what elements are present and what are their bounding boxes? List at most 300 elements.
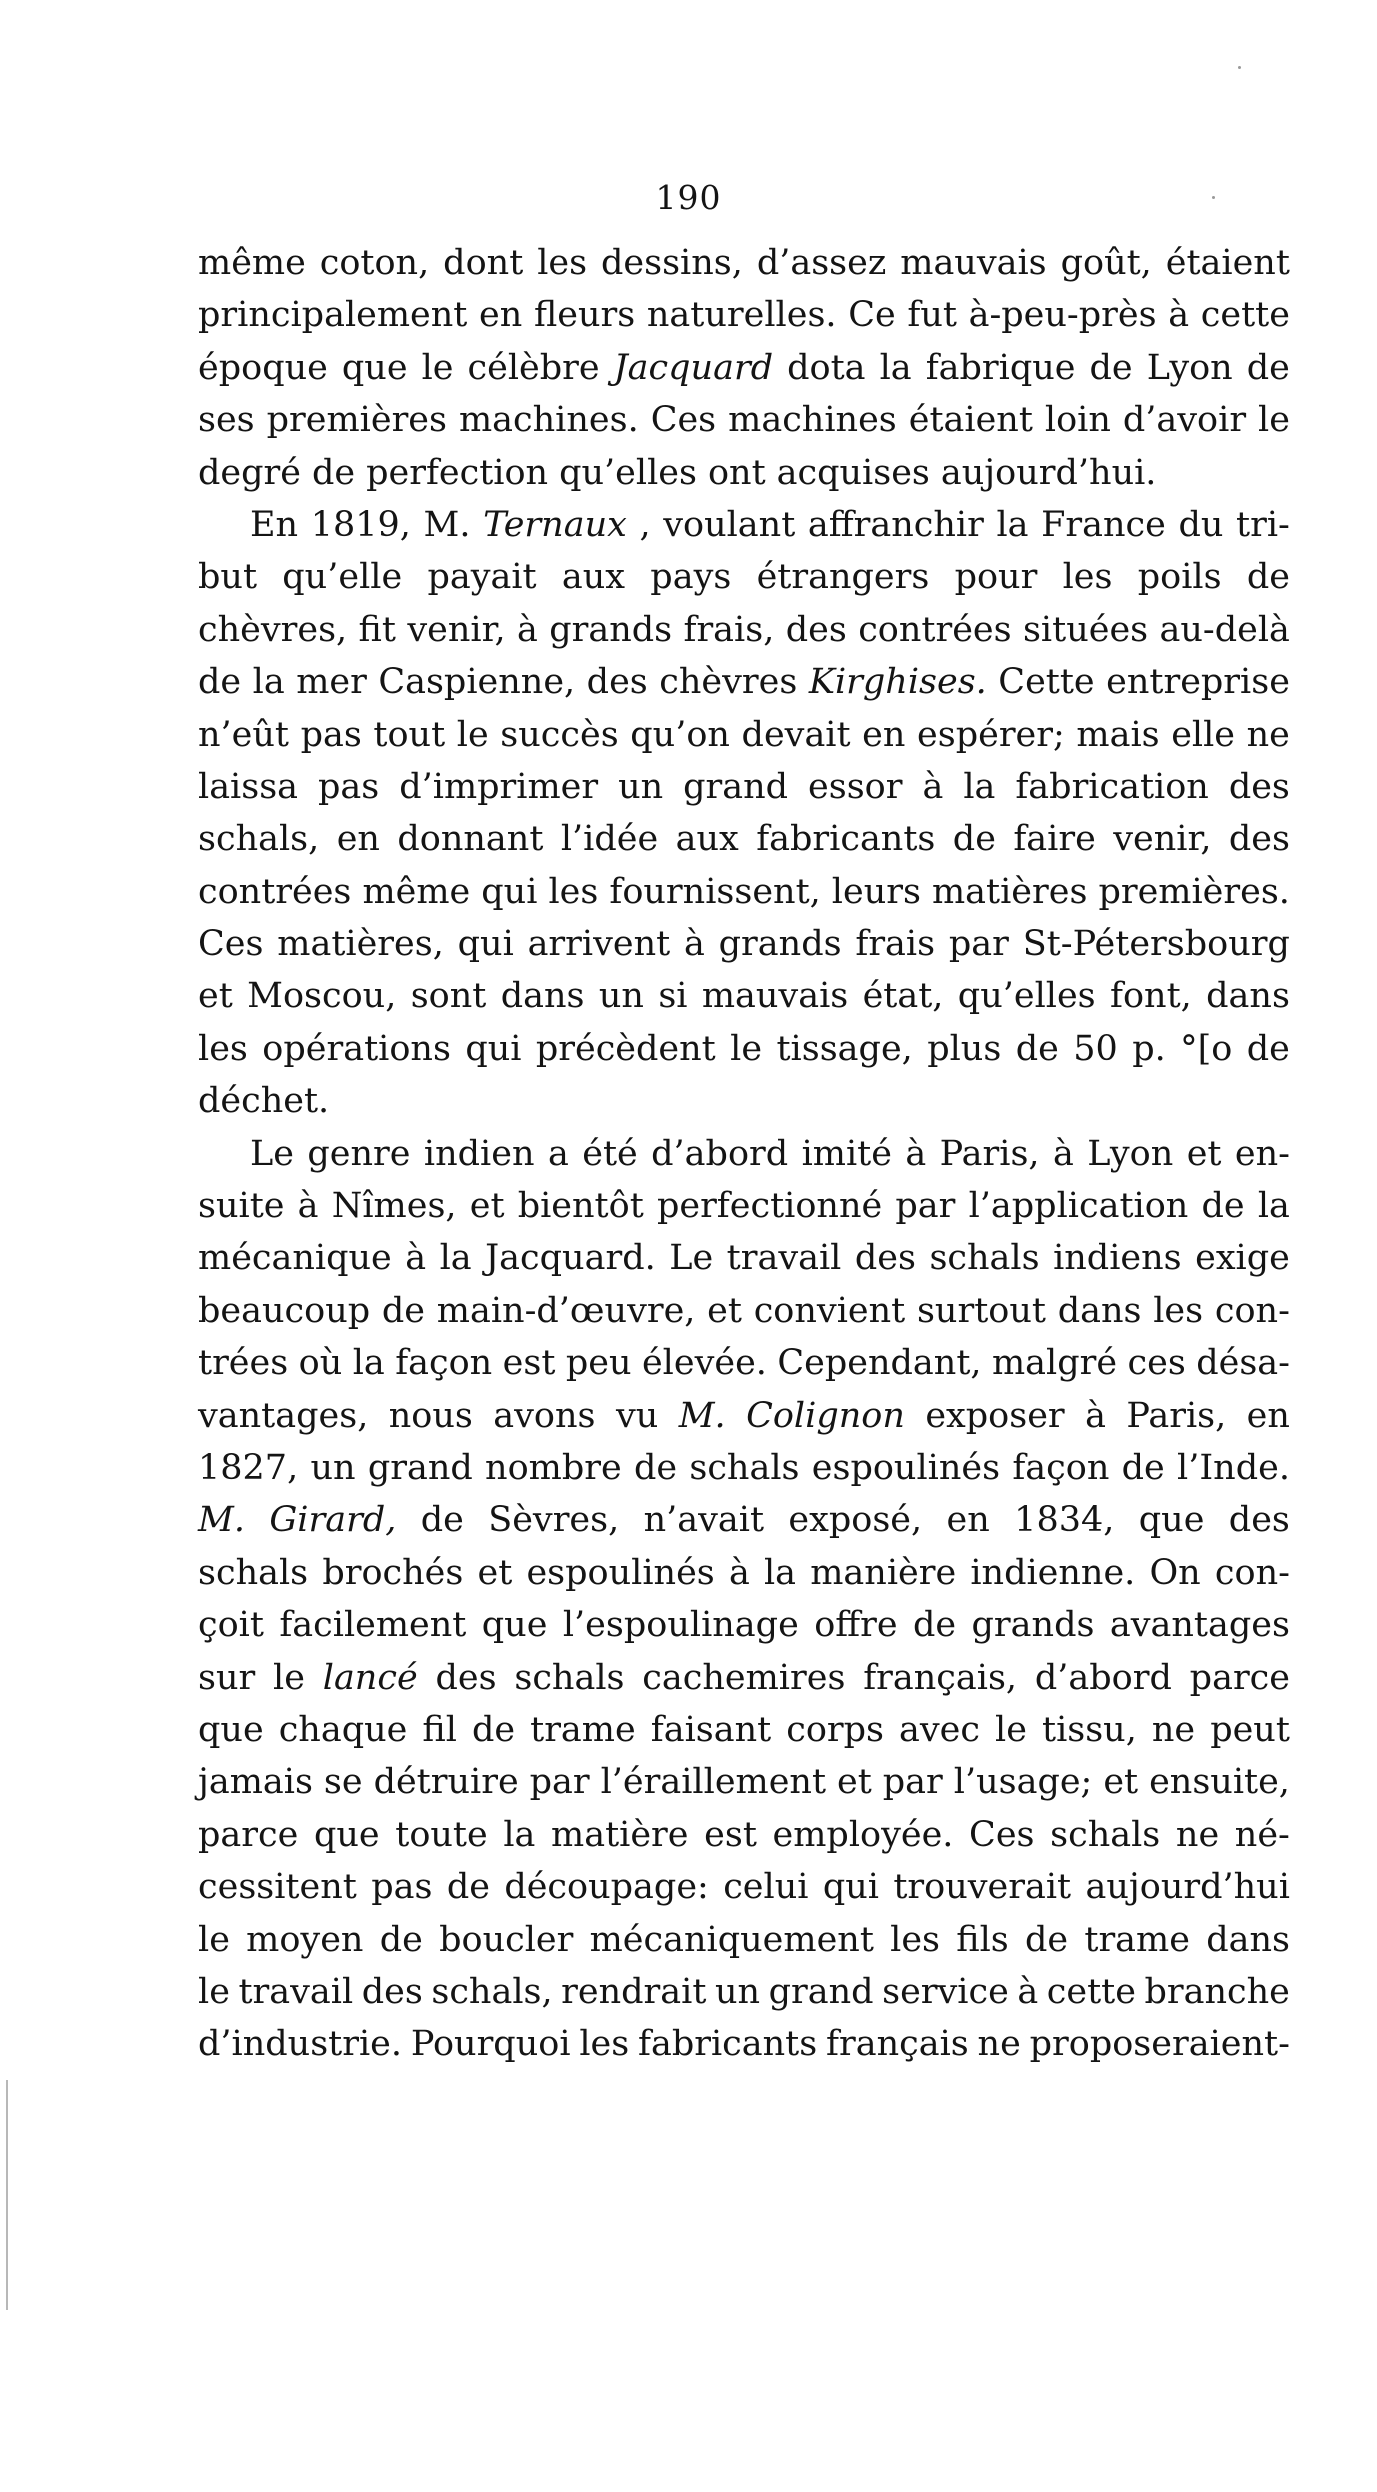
word: , — [639, 504, 651, 545]
text-line — [198, 1809, 1290, 1861]
text-line — [198, 1599, 1290, 1651]
text-line — [198, 709, 1290, 761]
word: schals, — [431, 1971, 553, 2012]
word: faisant — [650, 1709, 772, 1750]
word: trées — [198, 1343, 289, 1384]
text-line — [198, 656, 1290, 708]
word: °[o — [1180, 1028, 1233, 1069]
word: pas — [300, 714, 362, 755]
word: de — [1089, 347, 1133, 388]
body-text — [198, 237, 1290, 2071]
word: où — [298, 1343, 343, 1384]
word: peu — [565, 1343, 632, 1384]
word: boucler — [439, 1919, 574, 1960]
word: vu — [615, 1395, 659, 1436]
word: le — [198, 1919, 230, 1960]
word: Cependant, — [777, 1343, 982, 1384]
word: des — [1228, 819, 1290, 860]
word: dans — [1206, 976, 1290, 1017]
word: d’industrie. — [198, 2024, 403, 2065]
word: venir, — [407, 609, 506, 650]
word: la — [252, 662, 285, 703]
word: opérations — [262, 1028, 451, 1069]
word: voulant — [663, 504, 796, 545]
word: de — [1201, 1186, 1245, 1227]
word: le — [456, 714, 489, 755]
page-number: 190 — [655, 178, 722, 217]
word: facilement — [279, 1605, 467, 1646]
word: 1819, — [310, 504, 411, 545]
word: trame — [1084, 1919, 1190, 1960]
word: par — [529, 1762, 590, 1803]
word: des — [361, 1971, 423, 2012]
word: état, — [862, 976, 944, 1017]
word: vantages, — [198, 1395, 369, 1436]
word: de — [1246, 347, 1290, 388]
word: Sèvres, — [488, 1500, 620, 1541]
word: et — [469, 1186, 505, 1227]
word: Ces — [198, 924, 264, 965]
word: de — [198, 662, 242, 703]
text-line — [198, 1652, 1290, 1704]
word: façon — [1012, 1447, 1110, 1488]
word: étaient — [908, 400, 1033, 441]
word: 50 — [1073, 1028, 1118, 1069]
word: avantages — [1109, 1605, 1290, 1646]
word: fit — [358, 609, 396, 650]
word: en — [479, 295, 523, 336]
word: peut — [1210, 1709, 1290, 1750]
word: donnant — [397, 819, 544, 860]
word: le — [1258, 400, 1290, 441]
word: et — [707, 1290, 742, 1331]
word: l’idée — [560, 819, 659, 860]
word: des — [854, 1238, 916, 1279]
word: l’Inde. — [1177, 1447, 1290, 1488]
word: ne — [977, 2024, 1021, 2065]
word: imité — [801, 1133, 892, 1174]
word: à — [297, 1186, 319, 1227]
word: con- — [1214, 1290, 1290, 1331]
word: frais, — [683, 609, 775, 650]
word: grands — [718, 924, 842, 965]
word: découpage: — [504, 1867, 709, 1908]
scan-speck — [1238, 66, 1241, 69]
word: les — [890, 1919, 941, 1960]
word: est — [704, 1814, 757, 1855]
word: rendrait — [561, 1971, 707, 2012]
word: Nîmes, — [331, 1186, 457, 1227]
word: et — [477, 1552, 513, 1593]
word: façon — [395, 1343, 493, 1384]
word: goût, — [1060, 243, 1152, 283]
word: à — [728, 1552, 750, 1593]
word: travail — [238, 1971, 354, 2012]
word: pas — [371, 1867, 433, 1908]
word: que — [1138, 1500, 1205, 1541]
word: essor — [808, 766, 903, 807]
paragraph-first-line — [198, 499, 1290, 551]
word: succès — [500, 714, 619, 755]
word: tout — [373, 714, 446, 755]
word: à-peu-près — [968, 295, 1157, 336]
word: p. — [1132, 1028, 1166, 1069]
word: en — [336, 819, 380, 860]
word: la — [352, 1343, 385, 1384]
italic-word: M. — [198, 1500, 245, 1541]
word: d’abord — [651, 1133, 789, 1174]
word: qu’on — [630, 714, 730, 755]
word: fils — [956, 1919, 1009, 1960]
word: indiens — [1053, 1238, 1182, 1279]
word: et — [837, 1762, 872, 1803]
word: çoit — [198, 1605, 264, 1646]
word: la — [503, 1814, 536, 1855]
word: loin — [1044, 400, 1111, 441]
text-line — [198, 1756, 1290, 1808]
word: à — [516, 609, 538, 650]
word: Ces — [969, 1814, 1035, 1855]
word: sur — [198, 1657, 256, 1698]
word: de — [420, 1500, 464, 1541]
word: et — [1103, 1762, 1139, 1803]
word: les — [198, 1028, 248, 1069]
word: pays — [650, 557, 732, 598]
word: genre — [307, 1133, 411, 1174]
word: en — [862, 714, 906, 755]
word: principalement — [198, 295, 468, 336]
word: premières — [266, 400, 447, 441]
word: arrivent — [527, 924, 671, 965]
word: dans — [500, 976, 585, 1017]
word: étrangers — [756, 557, 930, 598]
word: espérer; — [917, 714, 1065, 755]
word: à — [1085, 1395, 1106, 1436]
word: espoulinés — [811, 1447, 1001, 1488]
word: machines. — [458, 400, 639, 441]
word: l’éraillement — [600, 1762, 827, 1803]
word: qu’elles — [559, 452, 697, 493]
word: cette — [1200, 295, 1290, 336]
word: dessins, — [601, 243, 743, 283]
word: ensuite, — [1149, 1762, 1290, 1803]
italic-word: Girard, — [269, 1500, 397, 1541]
word: que — [198, 1709, 264, 1750]
word: laissa — [198, 766, 299, 807]
word: convient — [753, 1290, 906, 1331]
word: proposeraient- — [1029, 2024, 1290, 2065]
word: En — [250, 504, 299, 545]
word: manière — [810, 1552, 957, 1593]
word: ne — [1175, 1814, 1220, 1855]
text-line — [198, 1704, 1290, 1756]
word: les — [548, 871, 599, 912]
word: jamais — [198, 1762, 313, 1803]
word: leurs — [831, 871, 921, 912]
paragraph-first-line — [198, 1128, 1290, 1180]
word: Paris, — [1126, 1395, 1227, 1436]
word: les — [1153, 1290, 1204, 1331]
word: schals — [929, 1238, 1040, 1279]
word: bientôt — [517, 1186, 644, 1227]
word: né- — [1234, 1814, 1290, 1855]
word: chaque — [278, 1709, 408, 1750]
word: indienne. — [970, 1552, 1136, 1593]
italic-word: Jacquard — [613, 347, 774, 388]
word: elle — [1171, 714, 1236, 755]
word: 1834, — [1014, 1500, 1115, 1541]
word: cachemires — [642, 1657, 846, 1698]
word: ces — [1127, 1343, 1186, 1384]
word: exposer — [925, 1395, 1065, 1436]
word: de — [1246, 1028, 1290, 1069]
word: schals — [198, 1552, 309, 1593]
word: sont — [410, 976, 487, 1017]
word: Pourquoi — [410, 2024, 571, 2065]
word: perfection — [366, 452, 549, 493]
word: font, — [1110, 976, 1192, 1017]
word: perfectionné — [656, 1186, 883, 1227]
word: fabrication — [1015, 766, 1209, 807]
word: cessitent — [198, 1867, 357, 1908]
word: Ce — [848, 295, 896, 336]
word: grand — [367, 1447, 473, 1488]
text-line — [198, 918, 1290, 970]
word: avec — [899, 1709, 981, 1750]
word: dans — [1057, 1290, 1142, 1331]
word: un — [598, 976, 644, 1017]
word: déchet. — [198, 1081, 330, 1122]
word: Caspienne, — [378, 662, 576, 703]
word: en- — [1234, 1133, 1290, 1174]
word: Le — [669, 1238, 714, 1279]
word: dont — [443, 243, 524, 283]
word: de — [381, 1290, 426, 1331]
word: du — [1178, 504, 1224, 545]
word: de — [1246, 557, 1290, 598]
word: grand — [683, 766, 789, 807]
word: ses — [198, 400, 255, 441]
word: de — [913, 1605, 957, 1646]
word: de — [633, 1447, 678, 1488]
word: ont — [707, 452, 766, 493]
word: le — [421, 347, 454, 388]
word: travail — [726, 1238, 842, 1279]
italic-word: Kirghises. — [808, 662, 987, 703]
word: à — [1017, 1971, 1039, 2012]
word: celui — [723, 1867, 809, 1908]
word: avons — [493, 1395, 596, 1436]
word: Paris, — [939, 1133, 1040, 1174]
word: d’imprimer — [399, 766, 599, 807]
word: les — [579, 2024, 630, 2065]
word: affranchir — [807, 504, 984, 545]
word: cette — [1046, 1971, 1136, 2012]
word: d’abord — [1034, 1657, 1172, 1698]
word: matière — [551, 1814, 689, 1855]
word: célèbre — [467, 347, 600, 388]
word: les — [1062, 557, 1113, 598]
word: tissu, — [1042, 1709, 1137, 1750]
word: qui — [481, 871, 538, 912]
word: premières. — [1098, 871, 1290, 912]
word: désa- — [1196, 1343, 1290, 1384]
word: schals — [514, 1657, 625, 1698]
word: fabrique — [925, 347, 1076, 388]
word: qu’elle — [282, 557, 403, 598]
word: branche — [1144, 1971, 1290, 2012]
word: ne — [1246, 714, 1290, 755]
word: des — [1228, 766, 1290, 807]
word: se — [323, 1762, 363, 1803]
text-line — [198, 604, 1290, 656]
word: un — [618, 766, 664, 807]
word: des — [1228, 1500, 1290, 1541]
word: chèvres — [659, 662, 798, 703]
word: dans — [1206, 1919, 1290, 1960]
word: dota — [787, 347, 866, 388]
word: l’usage; — [953, 1762, 1093, 1803]
word: pour — [954, 557, 1038, 598]
word: mauvais — [701, 976, 849, 1017]
word: schals — [1050, 1814, 1161, 1855]
word: la — [439, 1238, 472, 1279]
text-line — [198, 761, 1290, 813]
word: qui — [822, 1867, 879, 1908]
word: qui — [457, 924, 514, 965]
word: chèvres, — [198, 609, 348, 650]
word: trouverait — [893, 1867, 1072, 1908]
word: employée. — [772, 1814, 954, 1855]
word: Ces — [650, 400, 717, 441]
text-line — [198, 1390, 1290, 1442]
word: à — [405, 1238, 427, 1279]
word: situées — [1022, 609, 1149, 650]
scan-edge-mark — [6, 2080, 8, 2310]
word: n’eût — [198, 714, 289, 755]
word: à — [1052, 1133, 1074, 1174]
word: matières, — [277, 924, 444, 965]
word: précèdent — [535, 1028, 716, 1069]
word: à — [922, 766, 944, 807]
word: naturelles. — [646, 295, 837, 336]
word: étaient — [1165, 243, 1290, 283]
word: des — [435, 1657, 497, 1698]
word: de — [1121, 1447, 1165, 1488]
word: coton, — [319, 243, 430, 283]
text-line — [198, 237, 1290, 289]
word: d’avoir — [1122, 400, 1247, 441]
word: venir, — [1113, 819, 1212, 860]
word: fil — [422, 1709, 457, 1750]
word: malgré — [991, 1343, 1118, 1384]
word: devait — [741, 714, 851, 755]
text-line — [198, 1180, 1290, 1232]
word: le — [730, 1028, 763, 1069]
italic-word: Ternaux — [483, 504, 627, 545]
word: brochés — [322, 1552, 464, 1593]
text-line — [198, 1494, 1290, 1546]
word: plus — [927, 1028, 1002, 1069]
word: que — [313, 1814, 380, 1855]
word: tri- — [1236, 504, 1290, 545]
text-line — [198, 447, 1290, 499]
word: la — [1257, 1186, 1290, 1227]
word: espoulinés — [526, 1552, 715, 1593]
word: con- — [1214, 1552, 1290, 1593]
word: exige — [1195, 1238, 1290, 1279]
word: mauvais — [900, 243, 1047, 283]
text-line — [198, 2018, 1290, 2070]
word: mais — [1076, 714, 1160, 755]
word: aux — [561, 557, 626, 598]
word: de — [1015, 1028, 1059, 1069]
word: la — [996, 504, 1029, 545]
word: le — [995, 1709, 1027, 1750]
word: des — [785, 609, 847, 650]
word: aujourd’hui. — [940, 452, 1157, 493]
word: exposé, — [788, 1500, 923, 1541]
word: si — [658, 976, 688, 1017]
word: degré — [198, 452, 301, 493]
text-line — [198, 342, 1290, 394]
word: aux — [675, 819, 739, 860]
word: contrées — [858, 609, 1012, 650]
word: machines — [728, 400, 897, 441]
word: toute — [395, 1814, 488, 1855]
word: pas — [318, 766, 380, 807]
text-line — [198, 551, 1290, 603]
word: que — [341, 347, 408, 388]
word: de — [446, 1867, 490, 1908]
word: à — [905, 1133, 927, 1174]
word: Le — [250, 1133, 294, 1174]
word: frais — [855, 924, 936, 965]
text-line — [198, 1547, 1290, 1599]
word: acquises — [776, 452, 930, 493]
word: français, — [863, 1657, 1018, 1698]
text-line — [198, 1914, 1290, 1966]
word: même — [362, 871, 471, 912]
word: époque — [198, 347, 328, 388]
word: n’avait — [643, 1500, 765, 1541]
word: moyen — [246, 1919, 364, 1960]
word: aujourd’hui — [1085, 1867, 1290, 1908]
word: la — [763, 1552, 797, 1593]
text-line — [198, 813, 1290, 865]
word: service — [882, 1971, 1009, 2012]
word: offre — [814, 1605, 898, 1646]
word: Lyon — [1146, 347, 1233, 388]
text-line — [198, 1966, 1290, 2018]
word: la — [963, 766, 996, 807]
text-line — [198, 1232, 1290, 1284]
word: français — [826, 2024, 969, 2065]
word: parce — [1189, 1657, 1290, 1698]
word: but — [198, 557, 258, 598]
word: élevée. — [641, 1343, 767, 1384]
word: qui — [465, 1028, 522, 1069]
word: fut — [907, 295, 957, 336]
word: au-delà — [1159, 609, 1290, 650]
word: à — [1168, 295, 1190, 336]
word: qu’elles — [957, 976, 1096, 1017]
text-line — [198, 1337, 1290, 1389]
word: de — [379, 1919, 423, 1960]
word: Moscou, — [247, 976, 397, 1017]
word: faire — [1013, 819, 1096, 860]
word: ne — [1151, 1709, 1196, 1750]
